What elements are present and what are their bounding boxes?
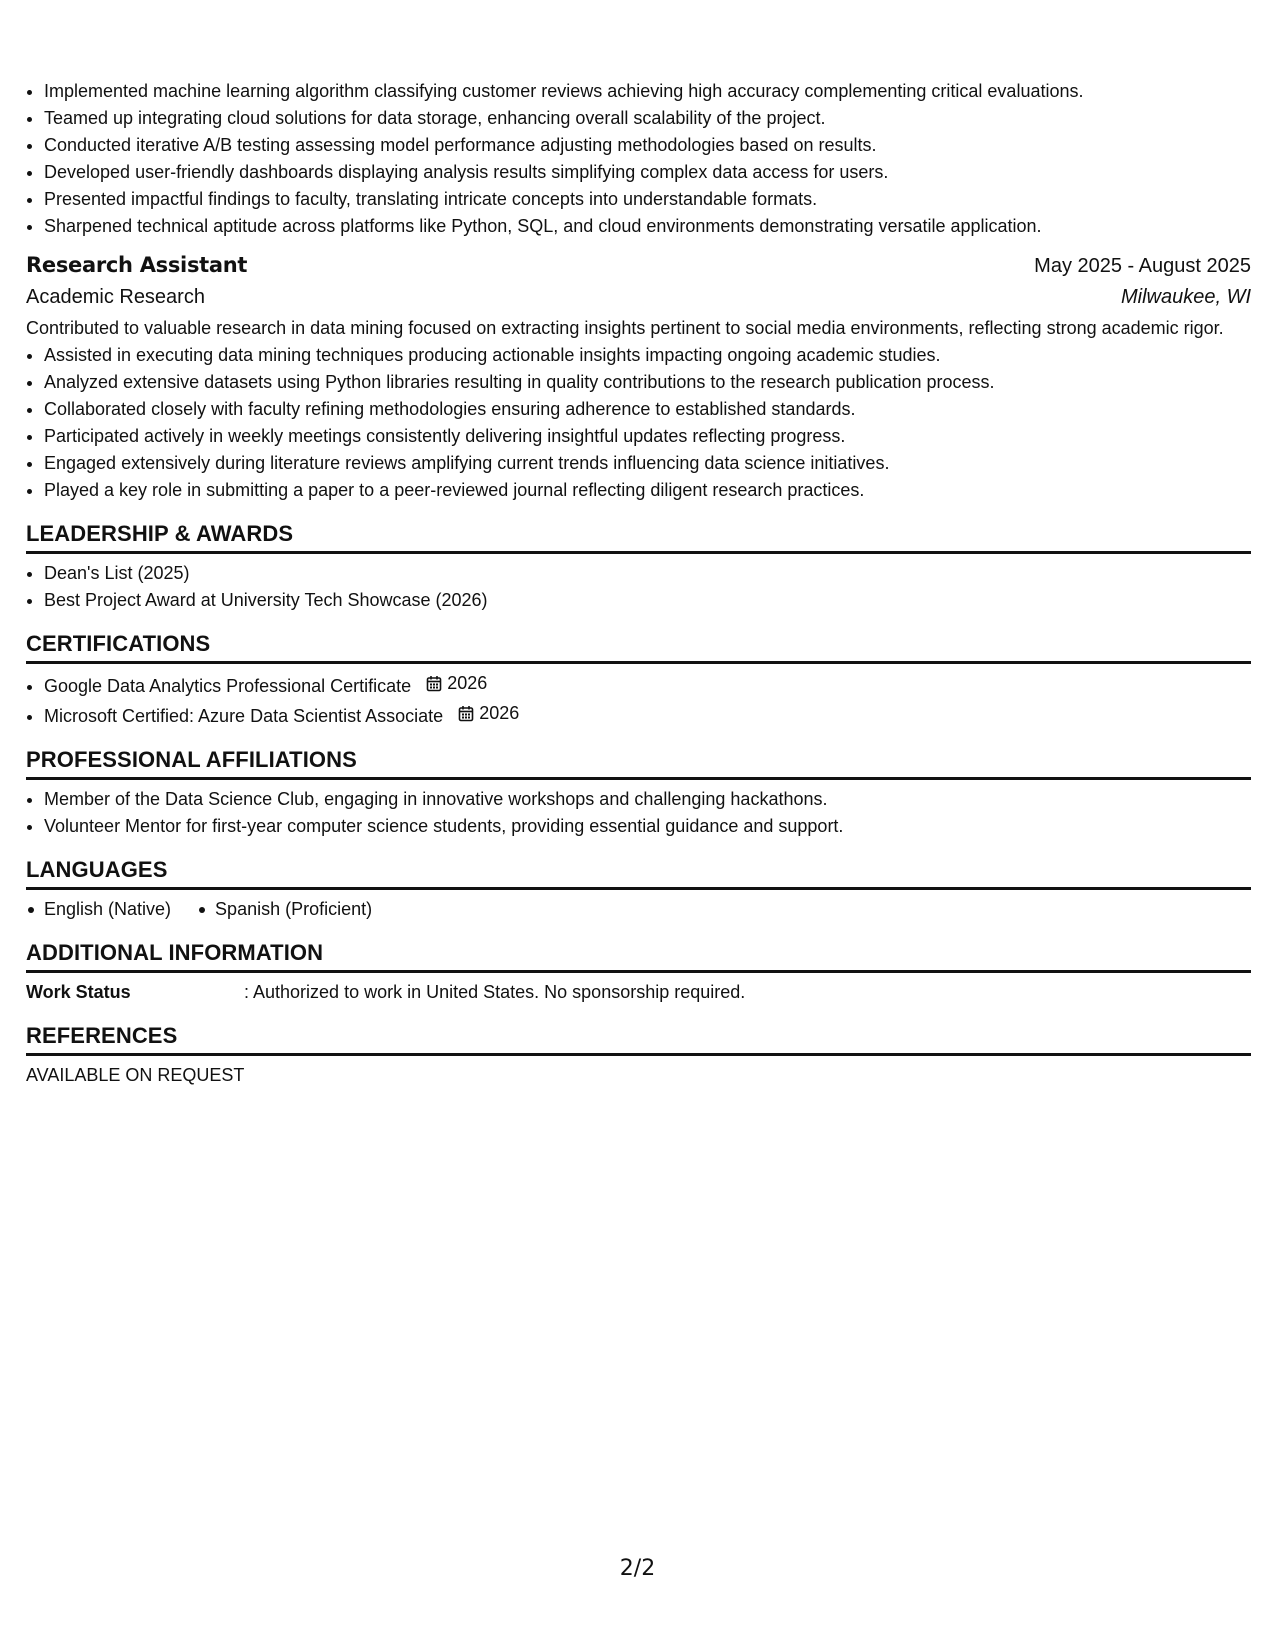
resume-page [26,78,1251,1089]
certification-name: Microsoft Certified: Azure Data Scientist Associate [44,706,444,726]
certifications-list [26,670,1251,730]
language-item: English (Native) [26,896,171,923]
affiliations-list [26,786,1251,840]
certifications-section [26,630,1251,730]
section-heading: REFERENCES [26,1022,1251,1056]
certification-date [426,670,487,697]
list-item: • Analyzed extensive datasets using Python libraries resulting in quality contributions to the research publication process. [44,369,1251,396]
list-item: • Collaborated closely with faculty refining methodologies ensuring adherence to established standards. [44,396,1251,423]
certification-year: 2026 [479,703,520,723]
previous-role-bullets [26,78,1251,240]
certification-year: 2026 [447,673,488,693]
language-item: Spanish (Proficient) [197,896,372,923]
list-item: • Engaged extensively during literature reviews amplifying current trends influencing data science initiatives. [44,450,1251,477]
section-heading: ADDITIONAL INFORMATION [26,939,1251,973]
leadership-list [26,560,1251,614]
work-status-row [26,979,1251,1006]
list-item: • Participated actively in weekly meetings consistently delivering insightful updates reflecting progress. [44,423,1251,450]
list-item: • Sharpened technical aptitude across platforms like Python, SQL, and cloud environments demonstrating versatile application. [44,213,1251,240]
list-item: • Member of the Data Science Club, engaging in innovative workshops and challenging hackathons. [44,786,1251,813]
languages-section [26,856,1251,923]
job-location: Milwaukee, WI [1120,286,1251,308]
section-heading: LANGUAGES [26,856,1251,890]
references-section [26,1022,1251,1089]
list-item: • Teamed up integrating cloud solutions for data storage, enhancing overall scalability of the project. [44,105,1251,132]
languages-list [26,896,1251,923]
calendar-icon [458,705,474,722]
job-header [26,250,1251,282]
research-role-bullets [26,342,1251,504]
affiliations-section [26,746,1251,840]
work-status-label: Work Status [26,982,131,1002]
list-item: • Conducted iterative A/B testing assessing model performance adjusting methodologies based on results. [44,132,1251,159]
job-subheader [26,282,1251,313]
certification-item [44,670,1251,700]
list-item: • Assisted in executing data mining techniques producing actionable insights impacting ongoing academic studies. [44,342,1251,369]
work-status-value: : Authorized to work in United States. No sponsorship required. [244,982,746,1002]
job-title: Research Assistant [26,253,248,277]
certification-name: Google Data Analytics Professional Certificate [44,676,412,696]
job-organization: Academic Research [26,286,205,308]
list-item: • Played a key role in submitting a paper to a peer-reviewed journal reflecting diligent research practices. [44,477,1251,504]
list-item: • Developed user-friendly dashboards displaying analysis results simplifying complex data access for users. [44,159,1251,186]
list-item: • Dean's List (2025) [44,560,1251,587]
list-item: • Best Project Award at University Tech Showcase (2026) [44,587,1251,614]
references-text: AVAILABLE ON REQUEST [26,1065,245,1085]
list-item: • Volunteer Mentor for first-year computer science students, providing essential guidance and support. [44,813,1251,840]
job-summary: Contributed to valuable research in data mining focused on extracting insights pertinent to social media environments, reflecting strong academic rigor. [26,318,1224,338]
certification-date [458,700,519,727]
list-item: • Presented impactful findings to faculty, translating intricate concepts into understandable formats. [44,186,1251,213]
calendar-icon [426,675,442,692]
additional-info-section [26,939,1251,1006]
research-assistant-entry [26,250,1251,504]
page-number: 2/2 [619,1556,656,1581]
certification-item [44,700,1251,730]
section-heading: PROFESSIONAL AFFILIATIONS [26,746,1251,780]
list-item: • Implemented machine learning algorithm classifying customer reviews achieving high accuracy complementing critical evaluations. [44,78,1251,105]
leadership-section [26,520,1251,614]
section-heading: CERTIFICATIONS [26,630,1251,664]
job-dates: May 2025 - August 2025 [1034,255,1251,277]
section-heading: LEADERSHIP & AWARDS [26,520,1251,554]
